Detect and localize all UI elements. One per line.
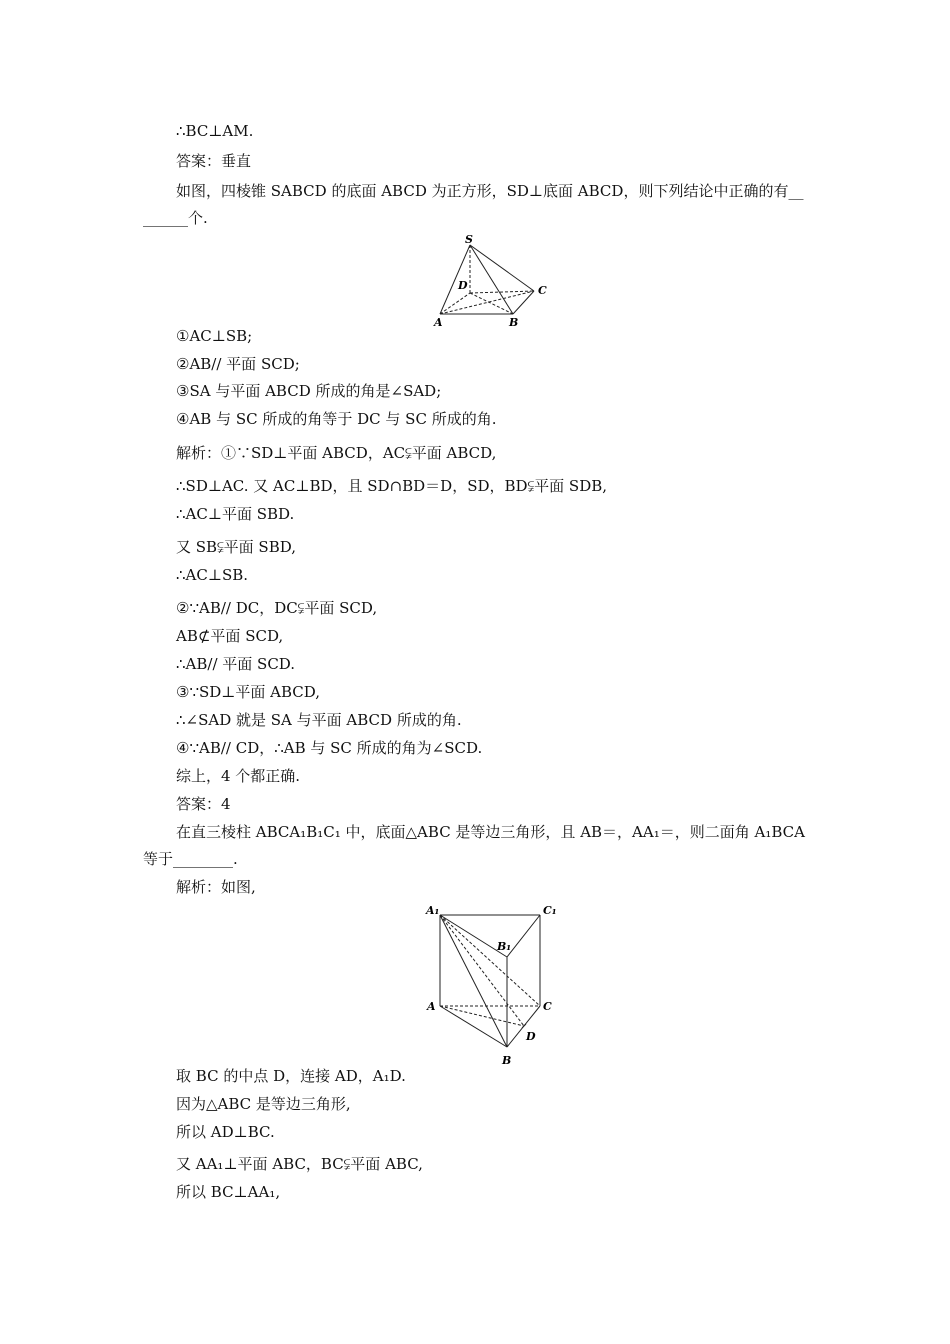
text-line: 在直三棱柱 ABCA₁B₁C₁ 中，底面△ABC 是等边三角形，且 AB＝，AA₁＝，则二面角 A₁BCA [176, 823, 805, 841]
vertex-label: B₁ [497, 940, 512, 953]
text-line: 如图，四棱锥 SABCD 的底面 ABCD 为正方形，SD⊥底面 ABCD，则下列结论中正确的有__ [176, 182, 804, 200]
vertex-label: C [538, 284, 547, 297]
text-line: ______个. [143, 209, 208, 227]
text-line: 综上，4 个都正确. [176, 767, 301, 785]
vertex-label: D [458, 279, 468, 292]
text-line: ∴SD⊥AC. 又 AC⊥BD，且 SD∩BD＝D，SD，BD⫋平面 SDB, [176, 477, 608, 495]
text-line: 答案：垂直 [176, 152, 252, 170]
text-line: 又 AA₁⊥平面 ABC，BC⫋平面 ABC, [176, 1155, 423, 1173]
text-line: ①AC⊥SB; [176, 327, 253, 345]
text-line: 取 BC 的中点 D，连接 AD，A₁D. [176, 1067, 406, 1085]
prism-figure [422, 902, 562, 1070]
text-line: 等于________. [143, 850, 238, 868]
text-line: ④∵AB// CD，∴AB 与 SC 所成的角为∠SCD. [176, 739, 483, 757]
text-line: 所以 AD⊥BC. [176, 1123, 275, 1141]
text-line: ④AB 与 SC 所成的角等于 DC 与 SC 所成的角. [176, 410, 497, 428]
text-line: ∴BC⊥AM. [176, 122, 254, 140]
pyramid-diagram [432, 233, 554, 328]
pyramid-figure [432, 233, 554, 328]
text-line: ∴∠SAD 就是 SA 与平面 ABCD 所成的角. [176, 711, 462, 729]
vertex-label: S [465, 233, 473, 246]
vertex-label: B [502, 1054, 512, 1067]
vertex-label: A [427, 1000, 436, 1013]
text-line: ②∵AB// DC，DC⫋平面 SCD, [176, 599, 378, 617]
text-line: ∴AC⊥SB. [176, 566, 249, 584]
text-line: ∴AC⊥平面 SBD. [176, 505, 295, 523]
prism-diagram [422, 902, 562, 1070]
text-line: AB⊄平面 SCD, [176, 627, 284, 645]
vertex-label: B [509, 316, 519, 328]
text-line: 所以 BC⊥AA₁, [176, 1183, 281, 1201]
text-line: 因为△ABC 是等边三角形, [176, 1095, 351, 1113]
text-line: ∴AB// 平面 SCD. [176, 655, 296, 673]
vertex-label: C₁ [543, 904, 557, 917]
text-line: ③∵SD⊥平面 ABCD, [176, 683, 321, 701]
vertex-label: C [543, 1000, 552, 1013]
text-line: 解析：如图, [176, 878, 256, 896]
text-line: 又 SB⫋平面 SBD, [176, 538, 296, 556]
vertex-label: D [526, 1030, 536, 1043]
vertex-label: A [434, 316, 443, 328]
text-line: ③SA 与平面 ABCD 所成的角是∠SAD; [176, 382, 442, 400]
text-line: 解析：①∵SD⊥平面 ABCD，AC⫋平面 ABCD, [176, 444, 497, 462]
text-line: ②AB// 平面 SCD; [176, 355, 300, 373]
vertex-label: A₁ [426, 904, 440, 917]
text-line: 答案：4 [176, 795, 231, 813]
